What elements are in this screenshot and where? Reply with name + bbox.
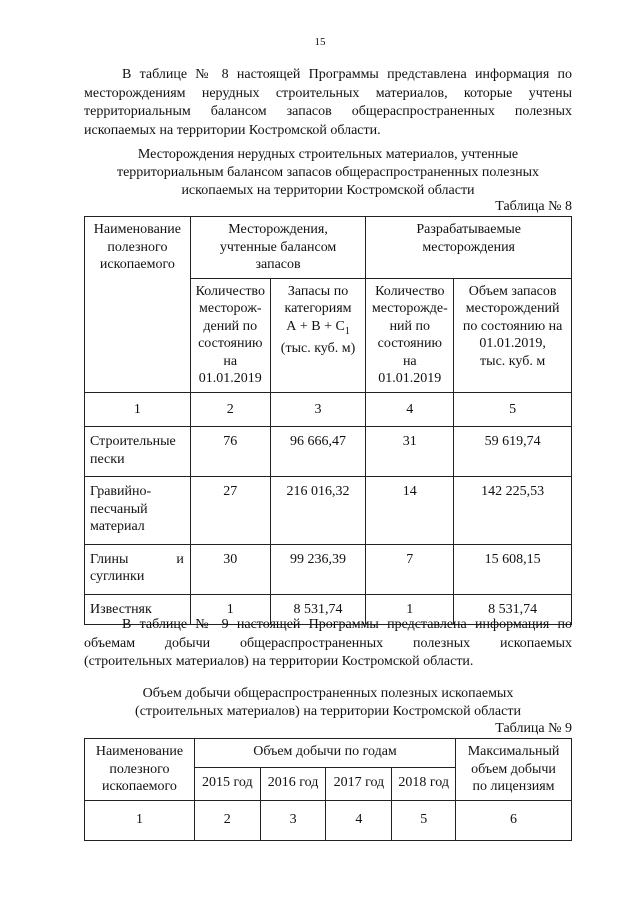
table-cell: 14 [366,477,454,545]
table-cell: 30 [190,544,270,594]
header-volume: Объем запасов месторождений по состоянию на 01.01.2019, тыс. куб. м [454,278,572,392]
table-cell: 4 [366,392,454,427]
table-cell: 3 [270,392,366,427]
table-header-row [85,217,572,279]
table-cell: 6 [456,800,572,841]
paragraph-line: В таблице № 8 настоящей Программы представлена информация по [122,67,572,82]
header-name-cell: Наименование полезного ископаемого [85,739,195,801]
table9 [84,738,572,841]
table-cell: 15 608,15 [454,544,572,594]
table-cell: 8 531,74 [454,594,572,625]
header-count-developed: Количество месторожде- ний по состоянию на 01.01.2019 [366,278,454,392]
table-cell: 7 [366,544,454,594]
header-group-years: Объем добычи по годам [194,739,455,768]
header-year: 2015 год [194,767,260,800]
page-number: 15 [314,36,326,48]
header-reserves: Запасы по категориям $А + В + С_1$ (тыс. куб. м) [270,278,366,392]
paragraph-line: ископаемых на территории Костромской области. [84,122,381,138]
table-cell: 5 [392,800,456,841]
table-header-row [85,739,572,768]
table-cell: 1 [190,594,270,625]
header-name-cell: Наименование полезного ископаемого [85,217,191,393]
table-cell: 1 [85,800,195,841]
table8-caption [84,146,572,200]
caption-line: территориальным балансом запасов общераспространенных полезных [116,165,540,180]
table-cell: 4 [326,800,392,841]
second-paragraph [84,616,572,672]
table-numbering-row [85,800,572,841]
paragraph-line: (строительных материалов) на территории Костромской области. [84,654,474,669]
header-max-volume: Максимальный объем добычи по лицензиям [456,739,572,801]
header-group-developed: Разрабатываемые месторождения [366,217,572,279]
caption-line: Месторождения нерудных строительных материалов, учтенные [137,147,519,162]
caption-line: ископаемых на территории Костромской области [181,183,475,198]
table-cell: 8 531,74 [270,594,366,625]
table-cell: Гравийно- песчаный материал [85,477,191,545]
table-cell: 1 [85,392,191,427]
table8-label: Таблица № 8 [495,199,572,214]
header-group-balance: Месторождения, учтенные балансом запасов [190,217,366,279]
table-cell: Глины и суглинки [85,544,191,594]
table9-label: Таблица № 9 [495,721,572,736]
table-numbering-row [85,392,572,427]
table-cell: 142 225,53 [454,477,572,545]
table9-caption [84,685,572,721]
table-row [85,427,572,477]
header-year: 2018 год [392,767,456,800]
table-cell: 2 [190,392,270,427]
intro-paragraph [84,66,572,140]
table8 [84,216,572,625]
table-cell: 31 [366,427,454,477]
table-cell: 76 [190,427,270,477]
table-cell: 59 619,74 [454,427,572,477]
header-count-deposits: Количество месторож- дений по состоянию на 01.01.2019 [190,278,270,392]
table-cell: 1 [366,594,454,625]
paragraph-line: территориальным балансом запасов общераспространенных полезных [84,104,572,119]
header-year: 2016 год [260,767,326,800]
table-cell: 3 [260,800,326,841]
paragraph-line: месторождениям нерудных строительных материалов, которые учтены [84,85,572,101]
table-cell: 2 [194,800,260,841]
table-row [85,477,572,545]
table-cell: Строительные пески [85,427,191,477]
table-row [85,544,572,594]
header-year: 2017 год [326,767,392,800]
table-cell: 5 [454,392,572,427]
table-cell: 27 [190,477,270,545]
paragraph-line: объемам добычи общераспространенных полезных ископаемых [84,635,572,651]
table-cell: Известняк [85,594,191,625]
caption-line: (строительных материалов) на территории Костромской области [135,704,521,719]
paragraph-line: В таблице № 9 настоящей Программы представлена информация по [122,617,572,632]
table-cell: 99 236,39 [270,544,366,594]
caption-line: Объем добычи общераспространенных полезных ископаемых [142,686,514,701]
table-cell: 216 016,32 [270,477,366,545]
table-cell: 96 666,47 [270,427,366,477]
